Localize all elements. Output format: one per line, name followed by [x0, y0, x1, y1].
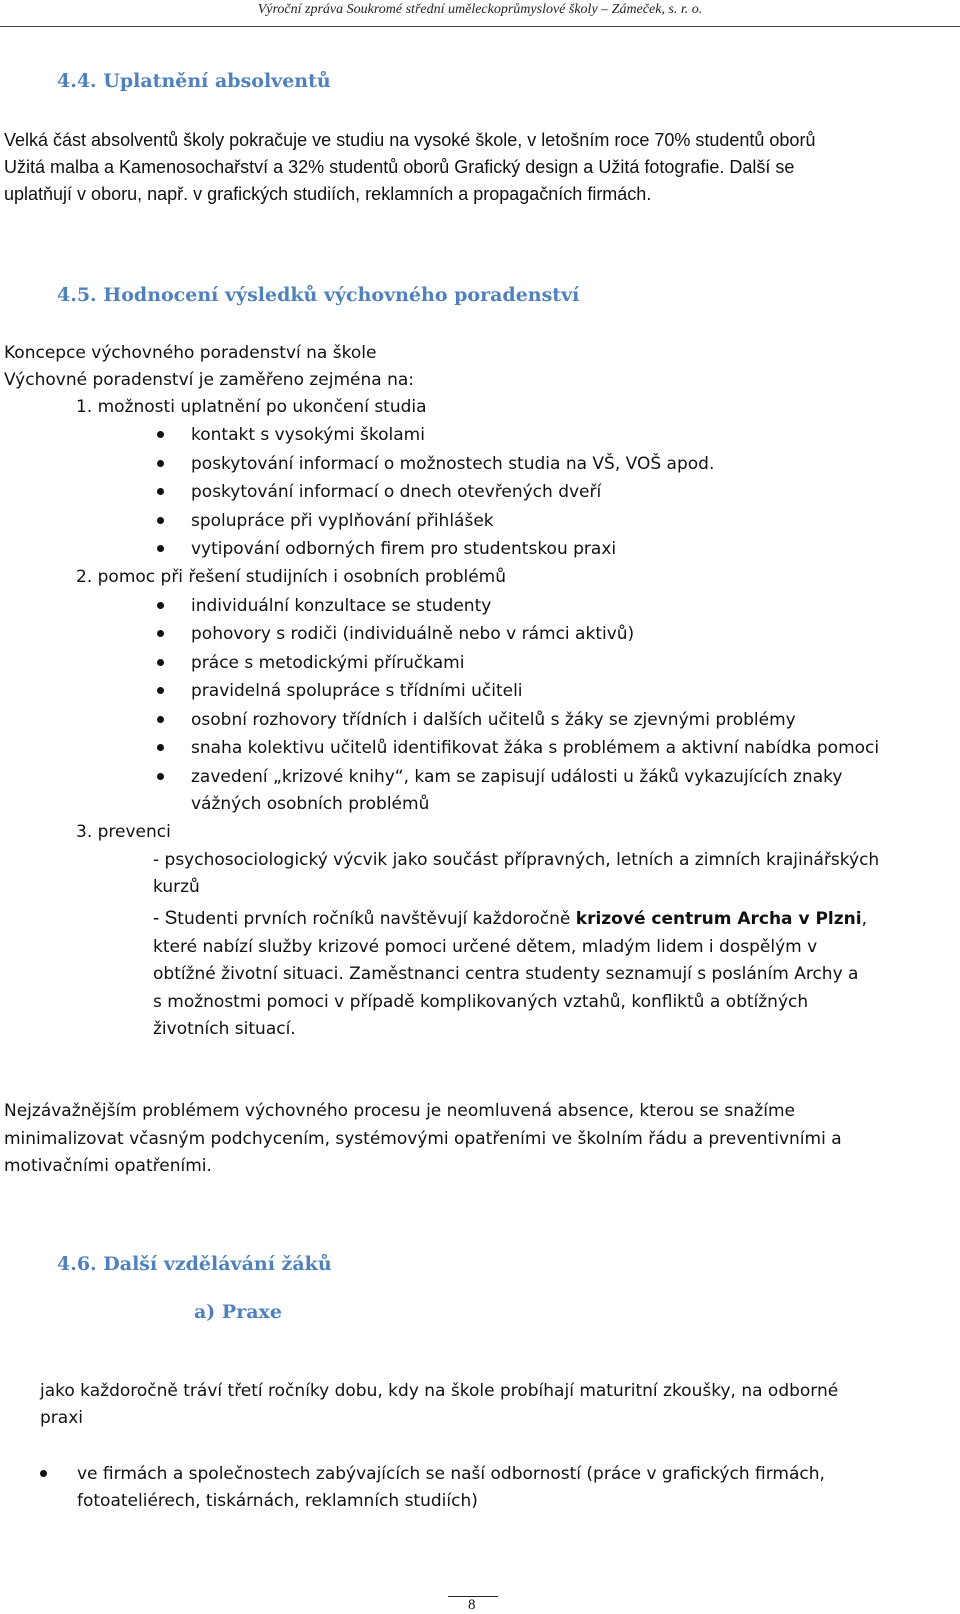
bullet-icon: [40, 1470, 47, 1477]
prevention-archa-line: s možnostmi pomoci v případě komplikovaných vztahů, konfliktů a obtížných: [153, 992, 809, 1012]
bullet-icon: [157, 744, 164, 751]
absence-paragraph-line: minimalizovat včasným podchycením, systémovými opatřeními ve školním řádu a preventivními a: [4, 1129, 842, 1149]
bullet-icon: [157, 630, 164, 637]
absence-paragraph-line: motivačními opatřeními.: [4, 1156, 212, 1176]
document-header: Výroční zpráva Soukromé střední uměleckoprůmyslové školy – Zámeček, s. r. o.: [257, 2, 703, 17]
header-rule: [0, 26, 960, 27]
prevention-archa-dash: - S: [153, 908, 178, 929]
bullet-icon: [157, 659, 164, 666]
section-4-4-line-1: Velká část absolventů školy pokračuje ve studiu na vysoké škole, v letošním roce 70% studentů oborů: [4, 130, 816, 150]
list-item-2: 2. pomoc při řešení studijních i osobních problémů: [76, 567, 506, 587]
section-4-4-heading: 4.4. Uplatnění absolventů: [57, 70, 331, 92]
bullet-icon: [157, 460, 164, 467]
prevention-line: - psychosociologický výcvik jako součást přípravných, letních a zimních krajinářských: [153, 850, 880, 870]
bullet-icon: [157, 687, 164, 694]
section-4-6-heading: 4.6. Další vzdělávání žáků: [57, 1253, 332, 1275]
list-item-1: 1. možnosti uplatnění po ukončení studia: [76, 397, 427, 417]
praxe-paragraph-line: jako každoročně tráví třetí ročníky dobu, kdy na škole probíhají maturitní zkoušky, na odborné: [40, 1381, 839, 1401]
praxe-paragraph-line: praxi: [40, 1408, 83, 1428]
bullet-icon: [157, 545, 164, 552]
section-4-4-line-2: Užitá malba a Kamenosochařství a 32% studentů oborů Grafický design a Užitá fotografie. Další se: [4, 157, 795, 177]
prevention-line: kurzů: [153, 877, 200, 897]
bullet-icon: [157, 517, 164, 524]
list-item-3: 3. prevenci: [76, 822, 171, 842]
list-item-2-bullet: práce s metodickými příručkami: [191, 653, 465, 673]
prevention-archa-line: [153, 905, 867, 933]
prevention-archa-line: životních situací.: [153, 1019, 296, 1039]
prevention-archa-comma: ,: [861, 909, 867, 929]
list-item-1-bullet: vytipování odborných firem pro studentskou praxi: [191, 539, 617, 559]
list-item-1-bullet: poskytování informací o dnech otevřených dveří: [191, 482, 602, 502]
counseling-concept-title: Koncepce výchovného poradenství na škole: [4, 343, 377, 363]
prevention-archa-line: obtížné životní situaci. Zaměstnanci centra studenty seznamují s posláním Archy a: [153, 964, 859, 984]
prevention-archa-line: které nabízí služby krizové pomoci určené dětem, mladým lidem i dospělým v: [153, 937, 818, 957]
page-number: 8: [468, 1597, 476, 1613]
list-item-2-bullet: pravidelná spolupráce s třídními učiteli: [191, 681, 523, 701]
list-item-1-bullet: poskytování informací o možnostech studia na VŠ, VOŠ apod.: [191, 454, 715, 474]
archa-centre-name: krizové centrum Archa v Plzni: [575, 909, 862, 929]
prevention-archa-text: tudenti prvních ročníků navštěvují každoročně: [177, 909, 576, 929]
praxe-bullet-line: fotoateliérech, tiskárnách, reklamních studiích): [77, 1491, 478, 1511]
list-item-2-bullet: osobní rozhovory třídních i dalších učitelů s žáky se zjevnými problémy: [191, 710, 796, 730]
list-item-2-bullet: zavedení „krizové knihy“, kam se zapisují události u žáků vykazujících znaky: [191, 767, 843, 787]
praxe-subheading: a) Praxe: [194, 1301, 282, 1323]
bullet-icon: [157, 602, 164, 609]
absence-paragraph-line: Nejzávažnějším problémem výchovného procesu je neomluvená absence, kterou se snažíme: [4, 1101, 795, 1121]
list-item-2-bullet-continuation: vážných osobních problémů: [191, 794, 430, 814]
list-item-2-bullet: pohovory s rodiči (individuálně nebo v rámci aktivů): [191, 624, 635, 644]
praxe-bullet-line: ve firmách a společnostech zabývajících se naší odborností (práce v grafických firmách,: [77, 1464, 825, 1484]
list-item-2-bullet: individuální konzultace se studenty: [191, 596, 492, 616]
section-4-4-line-3: uplatňují v oboru, např. v grafických studiích, reklamních a propagačních firmách.: [4, 184, 652, 204]
bullet-icon: [157, 488, 164, 495]
list-item-2-bullet: snaha kolektivu učitelů identifikovat žáka s problémem a aktivní nabídka pomoci: [191, 738, 880, 758]
list-item-1-bullet: spolupráce při vyplňování přihlášek: [191, 511, 494, 531]
bullet-icon: [157, 716, 164, 723]
list-item-1-bullet: kontakt s vysokými školami: [191, 425, 425, 445]
counseling-focus-intro: Výchovné poradenství je zaměřeno zejména na:: [4, 370, 415, 390]
bullet-icon: [157, 431, 164, 438]
bullet-icon: [157, 773, 164, 780]
section-4-5-heading: 4.5. Hodnocení výsledků výchovného poradenství: [57, 284, 580, 306]
